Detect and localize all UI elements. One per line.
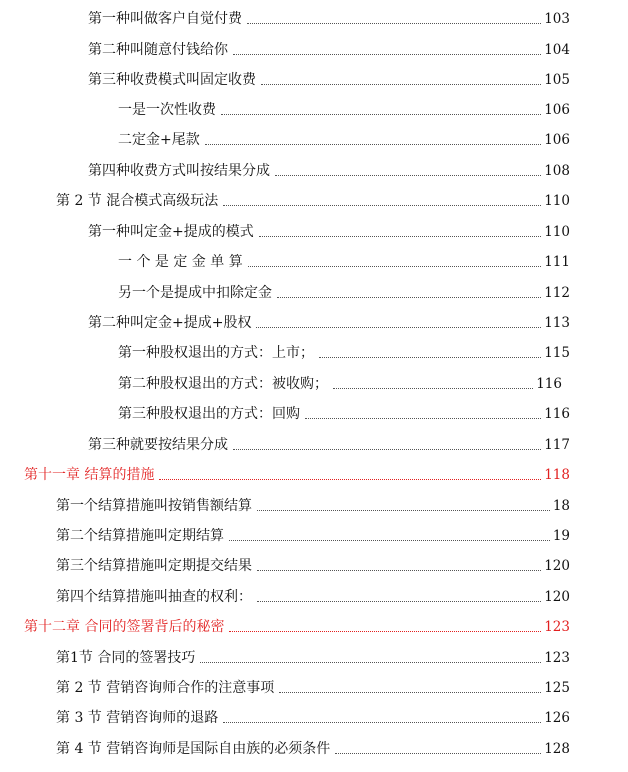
toc-entry[interactable] [56, 186, 570, 210]
toc-entry-title: 第十二章 合同的签署背后的秘密 [24, 619, 225, 635]
toc-entry-page: 126 [544, 710, 570, 726]
dot-leader [229, 631, 541, 632]
dot-leader [256, 327, 541, 328]
toc-entry-title: 第 2 节 营销咨询师合作的注意事项 [56, 680, 275, 696]
toc-entry-page: 108 [544, 163, 570, 179]
toc-entry-title: 第 3 节 营销咨询师的退路 [56, 710, 219, 726]
toc-entry[interactable] [118, 278, 570, 302]
toc-entry-page: 117 [544, 437, 570, 453]
dot-leader [277, 297, 541, 298]
toc-entry-page: 106 [544, 132, 570, 148]
toc-entry-page: 104 [544, 42, 570, 58]
dot-leader [223, 205, 541, 206]
toc-entry-title: 第一种股权退出的方式：上市； [118, 345, 314, 361]
dot-leader [159, 479, 541, 480]
toc-entry[interactable] [56, 734, 570, 758]
toc-entry[interactable] [88, 430, 570, 454]
toc-entry[interactable] [88, 308, 570, 332]
dot-leader [279, 692, 541, 693]
toc-entry-title: 第三种就要按结果分成 [88, 437, 228, 453]
toc-entry-page: 116 [544, 406, 570, 422]
toc-entry[interactable] [118, 247, 570, 271]
toc-entry-page: 120 [544, 558, 570, 574]
dot-leader [305, 418, 541, 419]
toc-entry-title: 一是一次性收费 [118, 102, 216, 118]
dot-leader [247, 23, 541, 24]
toc-entry-page: 105 [544, 72, 570, 88]
toc-entry-page: 118 [544, 467, 570, 483]
toc-entry[interactable] [56, 551, 570, 575]
toc-entry-title: 另一个是提成中扣除定金 [118, 285, 272, 301]
dot-leader [257, 601, 541, 602]
toc-entry-title: 第二种叫随意付钱给你 [88, 42, 228, 58]
toc-entry-title: 第四种收费方式叫按结果分成 [88, 163, 270, 179]
dot-leader [275, 175, 541, 176]
toc-entry-page: 128 [544, 741, 570, 757]
toc-entry-page: 110 [544, 193, 570, 209]
dot-leader [221, 114, 541, 115]
toc-entry-title: 第 2 节 混合模式高级玩法 [56, 193, 219, 209]
dot-leader [259, 236, 541, 237]
dot-leader [205, 144, 541, 145]
toc-entry[interactable] [56, 643, 570, 667]
toc-chapter-entry[interactable] [24, 612, 570, 636]
toc-entry[interactable] [88, 217, 570, 241]
toc-entry[interactable] [56, 673, 570, 697]
toc-entry[interactable] [88, 65, 570, 89]
toc-entry[interactable] [118, 399, 570, 423]
toc-entry-title: 第一种叫定金+提成的模式 [88, 224, 254, 240]
toc-entry-page: 112 [544, 285, 570, 301]
toc-entry-title: 第 4 节 营销咨询师是国际自由族的必须条件 [56, 741, 331, 757]
toc-entry[interactable] [56, 521, 570, 545]
dot-leader [335, 753, 541, 754]
toc-entry-title: 第三种收费模式叫固定收费 [88, 72, 256, 88]
toc-entry-title: 第1节 合同的签署技巧 [56, 650, 196, 666]
toc-entry[interactable] [118, 369, 562, 393]
dot-leader [229, 540, 550, 541]
dot-leader [333, 388, 533, 389]
toc-entry[interactable] [88, 35, 570, 59]
toc-entry-title: 第二个结算措施叫定期结算 [56, 528, 224, 544]
toc-entry-page: 120 [544, 589, 570, 605]
toc-entry-page: 19 [552, 528, 570, 544]
toc-entry-page: 116 [536, 376, 562, 392]
toc-entry-title: 一 个 是 定 金 单 算 [118, 254, 243, 270]
dot-leader [223, 722, 541, 723]
toc-entry-title: 二定金+尾款 [118, 132, 200, 148]
dot-leader [257, 570, 541, 571]
toc-entry[interactable] [56, 582, 570, 606]
toc-entry-page: 113 [544, 315, 570, 331]
toc-entry-page: 106 [544, 102, 570, 118]
toc-entry-title: 第二种叫定金+提成+股权 [88, 315, 252, 331]
toc-entry-page: 18 [552, 498, 570, 514]
toc-entry-page: 103 [544, 11, 570, 27]
toc-entry-title: 第四个结算措施叫抽查的权利： [56, 589, 252, 605]
toc-entry-title: 第十一章 结算的措施 [24, 467, 155, 483]
toc-entry[interactable] [118, 338, 570, 362]
dot-leader [248, 266, 542, 267]
toc-entry-page: 115 [544, 345, 570, 361]
dot-leader [257, 510, 550, 511]
toc-entry-page: 125 [544, 680, 570, 696]
toc-entry[interactable] [56, 491, 570, 515]
toc-entry[interactable] [118, 125, 570, 149]
dot-leader [319, 357, 541, 358]
toc-entry[interactable] [118, 95, 570, 119]
toc-entry-title: 第三个结算措施叫定期提交结果 [56, 558, 252, 574]
dot-leader [233, 54, 541, 55]
toc-entry[interactable] [88, 4, 570, 28]
toc-chapter-entry[interactable] [24, 460, 570, 484]
toc-entry-title: 第一种叫做客户自觉付费 [88, 11, 242, 27]
toc-entry[interactable] [88, 156, 570, 180]
toc-entry-page: 111 [544, 254, 570, 270]
dot-leader [261, 84, 541, 85]
toc-entry-page: 110 [544, 224, 570, 240]
toc-entry-title: 第三种股权退出的方式：回购 [118, 406, 300, 422]
dot-leader [233, 449, 541, 450]
toc-entry-page: 123 [544, 650, 570, 666]
dot-leader [200, 662, 541, 663]
toc-entry-title: 第一个结算措施叫按销售额结算 [56, 498, 252, 514]
toc-entry-title: 第二种股权退出的方式：被收购； [118, 376, 328, 392]
toc-entry-page: 123 [544, 619, 570, 635]
toc-entry[interactable] [56, 703, 570, 727]
